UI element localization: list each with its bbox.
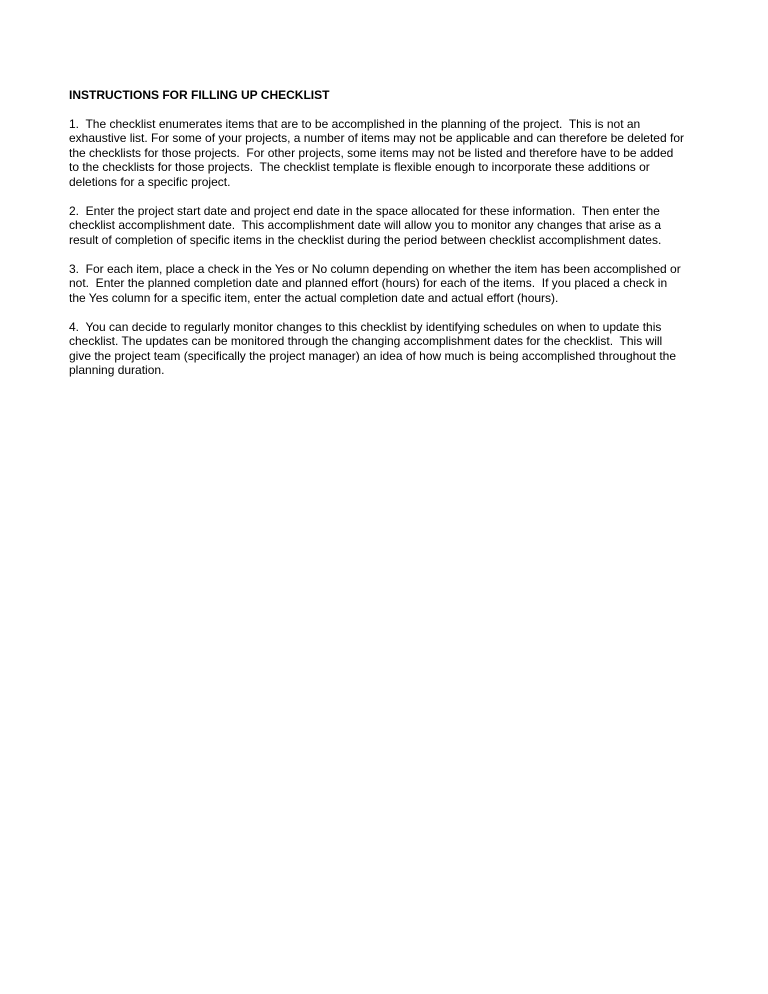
paragraph-line: 2. Enter the project start date and project end date in the space allocated for these information. Then enter the [69, 203, 660, 218]
paragraph-line: 1. The checklist enumerates items that are to be accomplished in the planning of the project. This is not an [69, 116, 641, 131]
paragraph-line: planning duration. [69, 363, 165, 377]
paragraph-line: exhaustive list. For some of your projects, a number of items may not be applicable and can therefore be deleted for [69, 131, 684, 145]
paragraph-line: 3. For each item, place a check in the Yes or No column depending on whether the item has been accomplished or [69, 261, 681, 276]
instruction-paragraph-3 [69, 262, 717, 306]
paragraph-line: deletions for a specific project. [69, 174, 231, 189]
document-heading: INSTRUCTIONS FOR FILLING UP CHECKLIST [69, 88, 330, 102]
instruction-paragraph-1 [69, 117, 717, 190]
instruction-paragraph-2 [69, 204, 717, 248]
paragraph-line: the checklists for those projects. For other projects, some items may not be listed and therefore have to be added [69, 145, 674, 160]
instruction-paragraph-4 [69, 320, 717, 378]
paragraph-line: to the checklists for those projects. The checklist template is flexible enough to incorporate these additions or [69, 160, 650, 174]
paragraph-line: give the project team (specifically the project manager) an idea of how much is being accomplished throughout the [69, 348, 677, 363]
paragraph-line: not. Enter the planned completion date and planned effort (hours) for each of the items. If you placed a check in [69, 276, 668, 290]
paragraph-line: 4. You can decide to regularly monitor changes to this checklist by identifying schedules on when to update this [69, 319, 662, 334]
paragraph-line: checklist accomplishment date. This accomplishment date will allow you to monitor any changes that arise as a [69, 218, 662, 232]
document-content [69, 88, 717, 392]
paragraph-line: result of completion of specific items in the checklist during the period between checklist accomplishment dates. [69, 232, 662, 247]
paragraph-line: the Yes column for a specific item, enter the actual completion date and actual effort (hours). [69, 290, 559, 305]
paragraph-line: checklist. The updates can be monitored through the changing accomplishment dates for the checklist. This will [69, 334, 663, 348]
